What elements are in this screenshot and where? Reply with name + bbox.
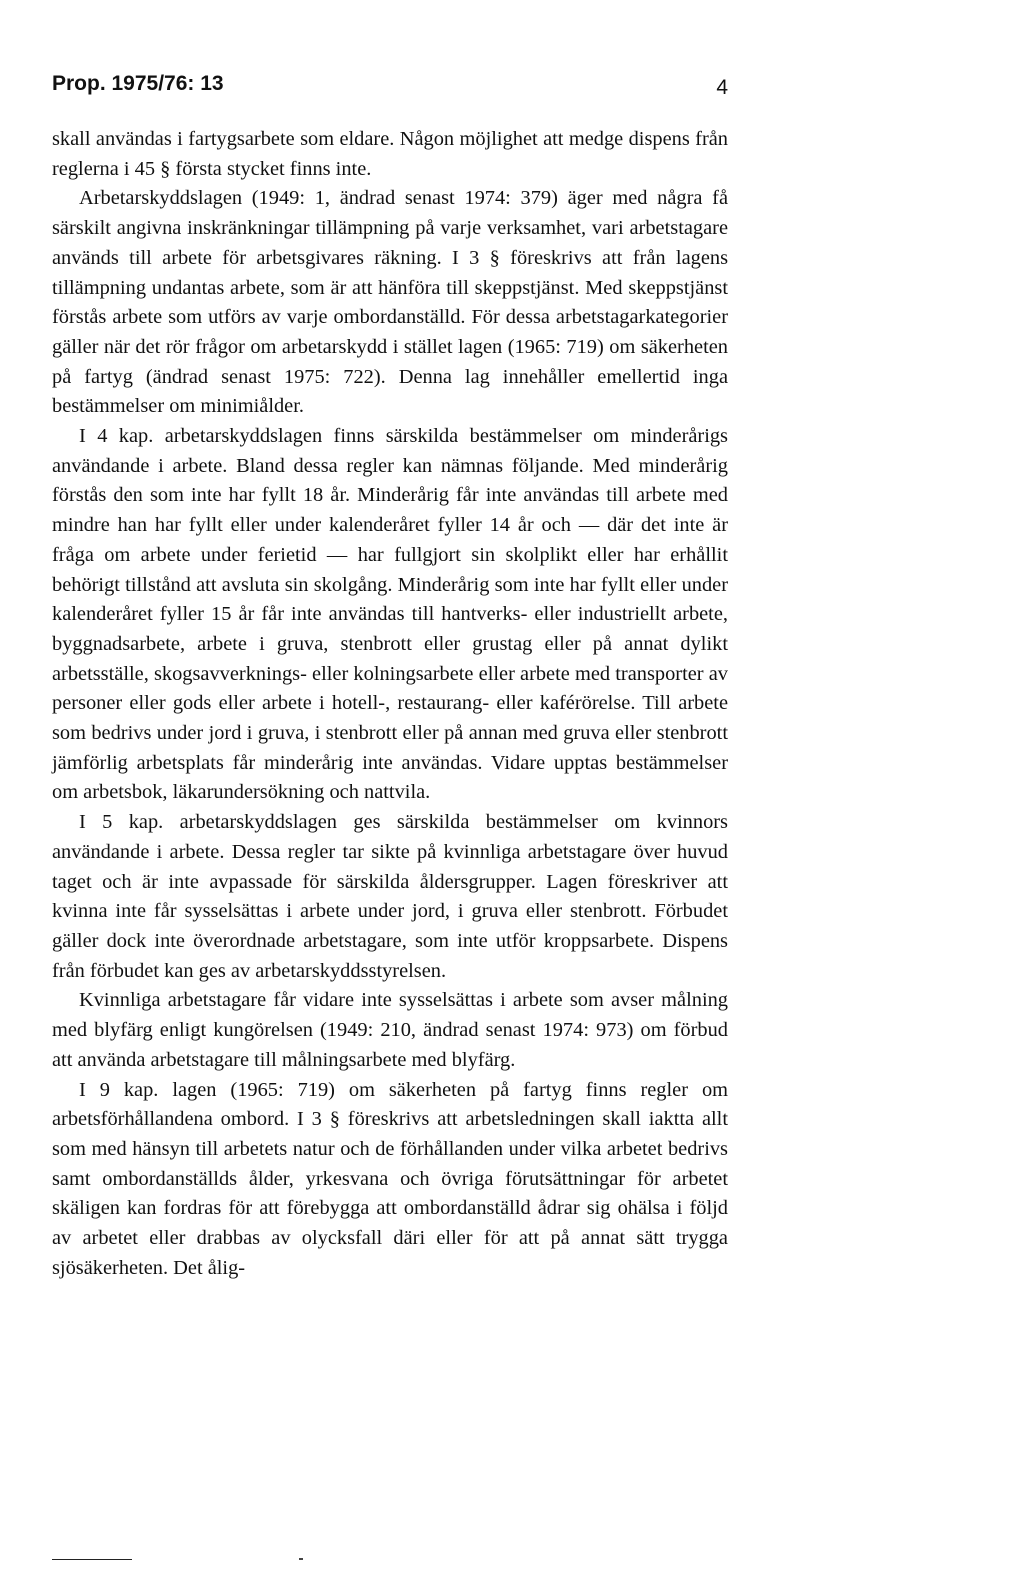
paragraph: I 5 kap. arbetarskyddslagen ges särskilda bestämmelser om kvinnors användande i arbete. Dessa regler tar sikte på kvinnliga arbetstagare över huvud taget och är inte avpassade för särskilda åldersgrupper. Lagen föreskriver att kvinna inte får sysselsättas i arbete under jord, i gruva eller stenbrott. Förbudet gäller dock inte överordnade arbetstagare, som inte utför kroppsarbete. Dispens från förbudet kan ges av arbetarskyddsstyrelsen. <box>52 811 728 982</box>
body-text <box>52 125 728 1283</box>
footer-mark <box>299 1558 303 1560</box>
paragraph: skall användas i fartygsarbete som eldare. Någon möjlighet att medge dispens från reglerna i 45 § första stycket finns inte. <box>52 128 728 180</box>
page-header <box>52 72 728 112</box>
running-head: Prop. 1975/76: 13 <box>52 72 224 95</box>
footer-rule <box>52 1559 132 1560</box>
paragraph: I 4 kap. arbetarskyddslagen finns särskilda bestämmelser om minderårigs användande i arbete. Bland dessa regler kan nämnas följande. Med minderårig förstås den som inte har fyllt 18 år. Minderårig får inte användas till arbete med mindre han har fyllt eller under kalenderåret fyller 14 år och — där det inte är fråga om arbete under ferietid — har fullgjort sin skolplikt eller har erhållit behörigt tillstånd att avsluta sin skolgång. Minderårig som inte har fyllt eller under kalenderåret fyller 15 år får inte användas till hantverks- eller industriellt arbete, byggnadsarbete, arbete i gruva, stenbrott eller grustag eller på annat dylikt arbetsställe, skogsavverknings- eller kolningsarbete eller arbete med transporter av personer eller gods eller arbete i hotell-, restaurang- eller kaférörelse. Till arbete som bedrivs under jord i gruva, i stenbrott eller på annan med gruva eller stenbrott jämförlig arbetsplats får minderårig inte användas. Vidare upptas bestämmelser om arbetsbok, läkarundersökning och nattvila. <box>52 425 728 804</box>
paragraph: I 9 kap. lagen (1965: 719) om säkerheten på fartyg finns regler om arbetsförhållandena ombord. I 3 § föreskrivs att arbetsledningen skall iaktta allt som med hänsyn till arbetets natur och de förhållanden under vilka arbetet bedrivs samt ombordanställds ålder, yrkesvana och övriga förutsättningar för arbetet skäligen kan fordras för att förebygga att ombordanställd ådrar sig ohälsa i följd av arbetet eller drabbas av olycksfall däri eller för att på annat sätt trygga sjösäkerheten. Det ålig- <box>52 1078 728 1279</box>
paragraph: Arbetarskyddslagen (1949: 1, ändrad senast 1974: 379) äger med några få särskilt angivna inskränkningar tillämpning på varje verksamhet, vari arbetstagare används till arbete för arbetsgivares räkning. I 3 § föreskrivs att från lagens tillämpning undantas arbete, som är att hänföra till skeppstjänst. Med skeppstjänst förstås arbete som utförs av varje ombordanställd. För dessa arbetstagarkategorier gäller när det rör frågor om arbetarskydd i stället lagen (1965: 719) om säkerheten på fartyg (ändrad senast 1975: 722). Denna lag innehåller emellertid inga bestämmelser om minimiålder. <box>52 187 728 418</box>
paragraph: Kvinnliga arbetstagare får vidare inte sysselsättas i arbete som avser målning med blyfärg enligt kungörelsen (1949: 210, ändrad senast 1974: 973) om förbud att använda arbetstagare till målningsarbete med blyfärg. <box>52 989 728 1071</box>
page-number: 4 <box>716 76 728 99</box>
